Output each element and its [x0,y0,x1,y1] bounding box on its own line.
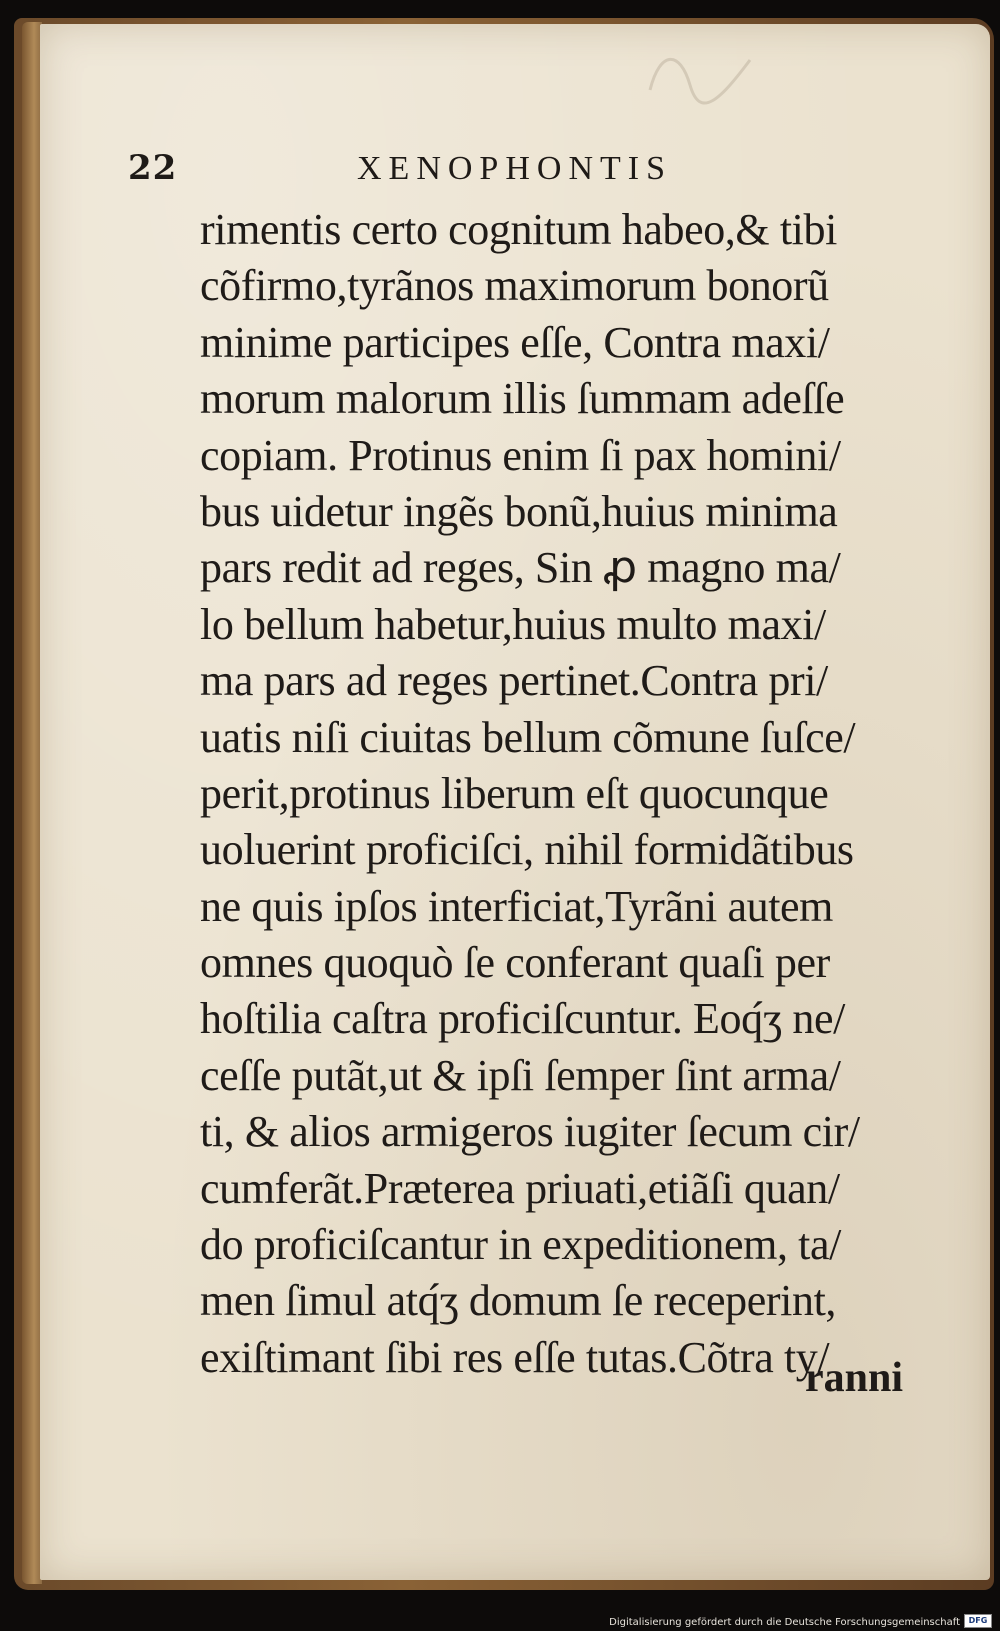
text-line: ceſſe putãt,ut & ipſi ſemper ſint arma/ [200,1050,841,1100]
text-line: cõfirmo,tyrãnos maximorum bonorũ [200,261,829,311]
text-line: rimentis certo cognitum habeo,& tibi [200,205,837,254]
text-line: cumferãt.Præterea priuati,etiãſi quan/ [200,1163,840,1213]
text-line: copiam. Protinus enim ſi pax homini/ [200,430,841,480]
text-line: do proficiſcantur in expeditionem, ta/ [200,1220,841,1270]
running-head: XENOPHONTIS [357,150,672,187]
body-text [200,202,908,1386]
page-number: 22 [128,148,178,188]
text-line: hoſtilia caſtra proficiſcuntur. Eoq́ʒ ne/ [200,994,845,1044]
faint-stamp-icon [640,40,760,110]
text-line: men ſimul atq́ʒ domum ſe receperint, [200,1276,837,1326]
catchword: ranni [805,1355,904,1401]
text-line: uatis niſi ciuitas bellum cõmune ſuſce/ [200,712,856,762]
text-line: bus uidetur ingẽs bonũ,huius minima [200,486,838,536]
text-line: uoluerint proficiſci, nihil formidãtibus [200,825,854,875]
page-edge [22,22,42,1584]
text-line: exiſtimant ſibi res eſſe tutas.Cõtra ty/ [200,1332,830,1382]
text-line: ne quis ipſos interficiat,Tyrãni autem [200,881,833,931]
dfg-logo-icon: DFG [964,1614,992,1628]
text-line: omnes quoquò ſe conferant quaſi per [200,938,830,988]
text-line: morum malorum illis ſummam adeſſe [200,374,845,424]
text-line: perit,protinus liberum eſt quocunque [200,768,829,818]
digitization-credit: Digitalisierung gefördert durch die Deutsche Forschungsgemeinschaft [609,1617,960,1628]
text-line: ti, & alios armigeros iugiter ſecum cir/ [200,1107,860,1157]
text-line: ma pars ad reges pertinet.Contra pri/ [200,656,828,706]
text-line: minime participes eſſe, Contra maxi/ [200,317,830,367]
text-line: pars redit ad reges, Sin ꝓ magno ma/ [200,543,841,593]
text-line: lo bellum habetur,huius multo maxi/ [200,599,826,649]
